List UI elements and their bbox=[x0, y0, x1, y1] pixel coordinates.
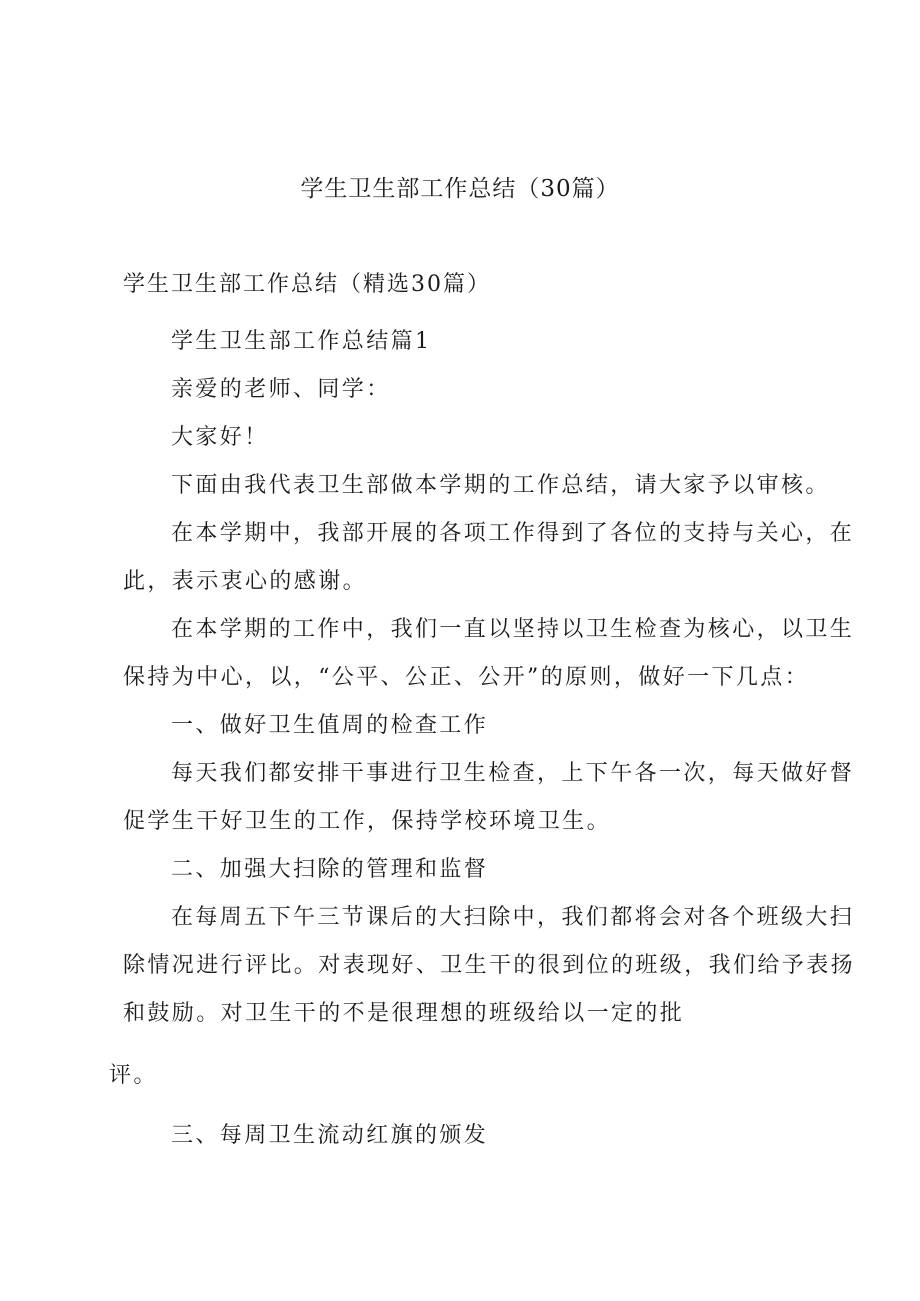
paragraph-line: 下面由我代表卫生部做本学期的工作总结，请大家予以审核。 bbox=[171, 473, 830, 498]
paragraph-line: 和鼓励。对卫生干的不是很理想的班级给以一定的批 bbox=[123, 1001, 685, 1026]
document-title: 学生卫生部工作总结（30篇） bbox=[300, 176, 620, 202]
paragraph-line: 此，表示衷心的感谢。 bbox=[123, 569, 368, 594]
paragraph-line: 在本学期的工作中，我们一直以坚持以卫生检查为核心，以卫生 bbox=[171, 617, 855, 642]
greeting: 大家好！ bbox=[171, 425, 269, 450]
document-body bbox=[109, 318, 856, 1160]
paragraph-line: 在每周五下午三节课后的大扫除中，我们都将会对各个班级大扫 bbox=[171, 905, 855, 930]
paragraph-line: 每天我们都安排干事进行卫生检查，上下午各一次，每天做好督 bbox=[171, 761, 855, 786]
paragraph-line: 除情况进行评比。对表现好、卫生干的很到位的班级，我们给予表扬 bbox=[123, 953, 856, 978]
salutation: 亲爱的老师、同学： bbox=[171, 377, 391, 402]
paragraph-line: 保持为中心，以，“公平、公正、公开”的原则，做好一下几点： bbox=[123, 665, 810, 690]
paragraph-line: 促学生干好卫生的工作，保持学校环境卫生。 bbox=[123, 809, 612, 834]
list-heading: 二、加强大扫除的管理和监督 bbox=[171, 857, 489, 882]
list-heading: 一、做好卫生值周的检查工作 bbox=[171, 713, 489, 738]
paragraph-line: 评。 bbox=[109, 1063, 158, 1088]
section-heading: 学生卫生部工作总结篇1 bbox=[171, 329, 432, 354]
document-subtitle: 学生卫生部工作总结（精选30篇） bbox=[123, 272, 491, 297]
paragraph-line: 在本学期中，我部开展的各项工作得到了各位的支持与关心，在 bbox=[171, 521, 855, 546]
list-heading: 三、每周卫生流动红旗的颁发 bbox=[171, 1123, 489, 1148]
